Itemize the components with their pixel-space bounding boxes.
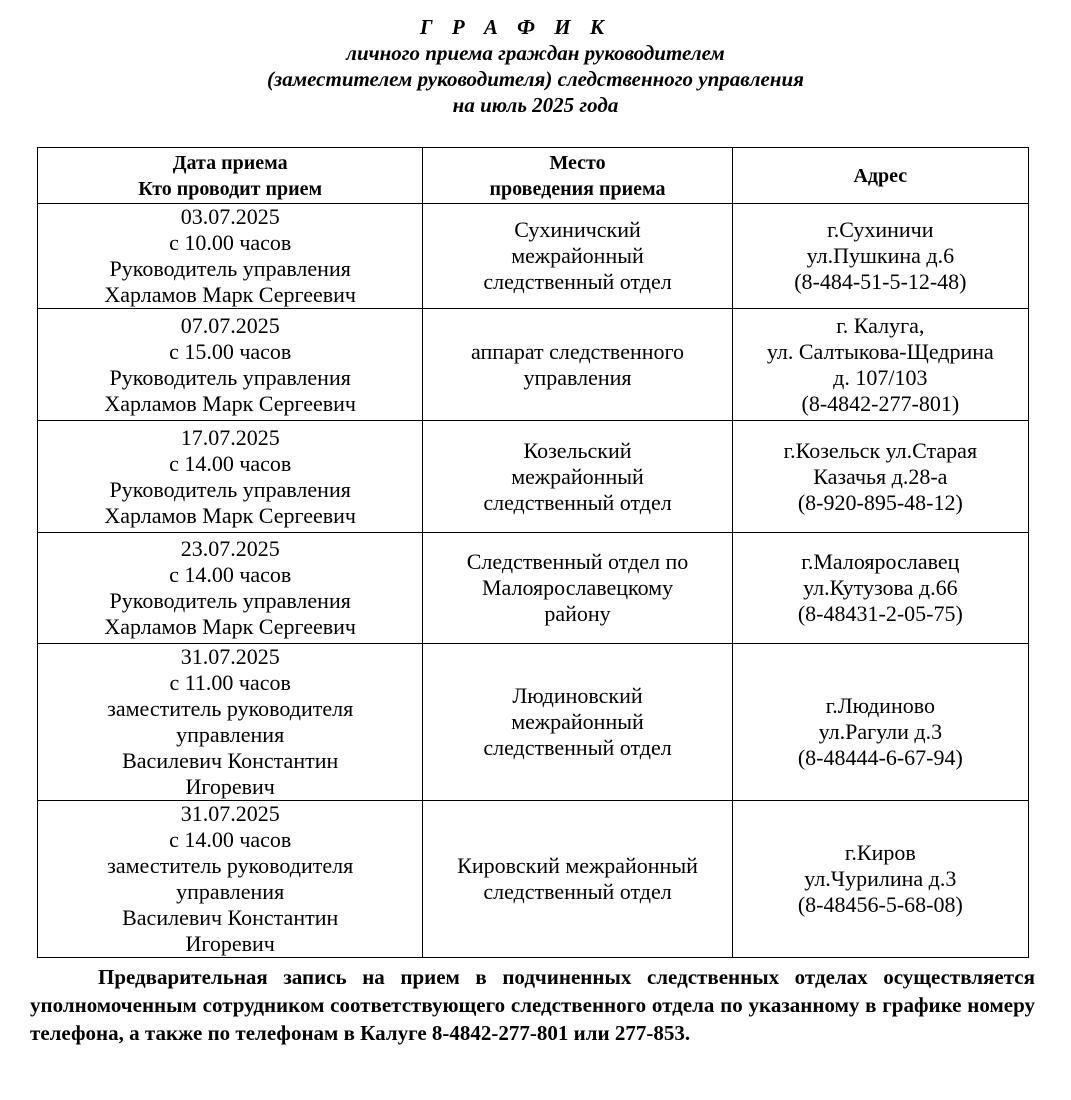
cell-line: Следственный отдел по: [466, 549, 689, 574]
cell-line: Харламов Марк Сергеевич: [104, 282, 356, 307]
cell-line: заместитель руководителя: [107, 696, 354, 721]
cell-line: Василевич Константин: [122, 905, 339, 930]
heading-line-1: личного приема граждан руководителем: [346, 41, 725, 65]
cell-line: межрайонный: [511, 463, 644, 489]
cell-line: межрайонный: [511, 243, 644, 268]
cell-line: Василевич Константин: [122, 748, 339, 773]
cell-address: [732, 204, 1028, 309]
cell-line: следственный отдел: [483, 489, 672, 515]
cell-line: д. 107/103: [833, 364, 928, 390]
cell-line: управления: [176, 722, 285, 747]
cell-who: [38, 204, 423, 309]
cell-place: [423, 801, 732, 958]
table-row: [38, 204, 1029, 309]
cell-line: Руководитель управления: [109, 476, 351, 502]
cell-line: Людиновский: [512, 683, 643, 708]
cell-line: Игоревич: [185, 774, 275, 799]
header-address: [732, 148, 1028, 204]
cell-line: с 14.00 часов: [169, 827, 292, 852]
cell-who: [38, 801, 423, 958]
cell-line: г.Киров: [844, 840, 916, 865]
cell-line: ул.Пушкина д.6: [806, 243, 955, 268]
cell-line: (8-920-895-48-12): [797, 489, 963, 515]
header-place: [423, 148, 732, 204]
cell-line: межрайонный: [511, 709, 644, 734]
table-row: [38, 421, 1029, 533]
cell-line: (8-48456-5-68-08): [797, 892, 963, 917]
cell-line: г. Калуга,: [836, 312, 925, 338]
table-row: [38, 801, 1029, 958]
heading-title: Г Р А Ф И К: [419, 15, 612, 39]
cell-line: Малоярославецкому: [481, 575, 674, 600]
cell-line: Харламов Марк Сергеевич: [104, 390, 356, 416]
table-row: [38, 644, 1029, 801]
cell-line: Сухиничский: [514, 217, 641, 242]
cell-line: Козельский: [523, 437, 632, 463]
cell-line: следственный отдел: [483, 269, 672, 294]
cell-line: Кировский межрайонный: [457, 853, 698, 878]
cell-line: (8-484-51-5-12-48): [794, 269, 967, 294]
cell-line: г.Сухиничи: [827, 217, 934, 242]
cell-line: ул.Чурилина д.3: [804, 866, 957, 891]
cell-place: [423, 421, 732, 533]
cell-line: с 11.00 часов: [169, 670, 291, 695]
table-row: [38, 309, 1029, 421]
cell-who: [38, 421, 423, 533]
cell-place: [423, 204, 732, 309]
cell-line: Харламов Марк Сергеевич: [104, 502, 356, 528]
cell-line: 03.07.2025: [180, 204, 280, 229]
cell-line: Казачья д.28-а: [813, 463, 948, 489]
cell-line: району: [544, 601, 611, 626]
cell-line: Харламов Марк Сергеевич: [104, 614, 356, 639]
cell-line: г.Малоярославец: [801, 549, 960, 574]
cell-line: следственный отдел: [483, 879, 672, 904]
cell-place: [423, 644, 732, 801]
cell-line: (8-4842-277-801): [801, 390, 960, 416]
header-text: проведения приема: [489, 177, 666, 200]
cell-line: управления: [523, 364, 632, 390]
header-date-who: [38, 148, 423, 204]
cell-place: [423, 309, 732, 421]
cell-line: с 14.00 часов: [169, 450, 292, 476]
cell-line: г.Людиново: [825, 693, 935, 718]
schedule-table: [37, 147, 1029, 958]
cell-line: ул. Салтыкова-Щедрина: [766, 338, 994, 364]
cell-line: Руководитель управления: [109, 364, 351, 390]
cell-line: с 10.00 часов: [169, 230, 292, 255]
cell-line: (8-48431-2-05-75): [797, 601, 963, 626]
header-text: Место: [549, 151, 606, 174]
cell-line: с 14.00 часов: [169, 562, 292, 587]
cell-line: Игоревич: [185, 931, 275, 956]
cell-address: [732, 644, 1028, 801]
header-text: Адрес: [853, 164, 908, 187]
cell-line: (8-48444-6-67-94): [797, 745, 963, 770]
cell-address: [732, 533, 1028, 644]
heading-line-2: (заместителем руководителя) следственного управления: [267, 67, 804, 91]
cell-address: [732, 801, 1028, 958]
heading-line-3: на июль 2025 года: [452, 93, 619, 117]
cell-line: следственный отдел: [483, 735, 672, 760]
table-row: [38, 533, 1029, 644]
cell-line: заместитель руководителя: [107, 853, 354, 878]
cell-who: [38, 309, 423, 421]
cell-line: Руководитель управления: [109, 588, 351, 613]
cell-address: [732, 309, 1028, 421]
cell-line: аппарат следственного: [471, 338, 684, 364]
cell-line: 17.07.2025: [180, 424, 280, 450]
cell-line: управления: [176, 879, 285, 904]
cell-line: с 15.00 часов: [169, 338, 292, 364]
cell-line: 23.07.2025: [180, 536, 280, 561]
cell-who: [38, 644, 423, 801]
cell-line: г.Козельск ул.Старая: [783, 437, 978, 463]
cell-address: [732, 421, 1028, 533]
cell-line: 31.07.2025: [180, 801, 280, 826]
cell-line: 31.07.2025: [180, 644, 280, 669]
cell-line: ул.Рагули д.3: [818, 719, 943, 744]
cell-who: [38, 533, 423, 644]
cell-place: [423, 533, 732, 644]
header-text: Кто проводит прием: [138, 177, 323, 200]
note-paragraph: Предварительная запись на прием в подчиненных следственных отделах осуществляется уполномоченным сотрудником соответствующего следственного отдела по указанному в графике номеру телефона, а также по телефонам в Калуге 8-4842-277-801 или 277-853.: [30, 965, 1035, 1045]
table-header-row: [38, 148, 1029, 204]
cell-line: Руководитель управления: [109, 256, 351, 281]
document-heading: [0, 14, 1071, 118]
cell-line: 07.07.2025: [180, 312, 280, 338]
header-text: Дата приема: [172, 151, 288, 174]
cell-line: ул.Кутузова д.66: [803, 575, 958, 600]
